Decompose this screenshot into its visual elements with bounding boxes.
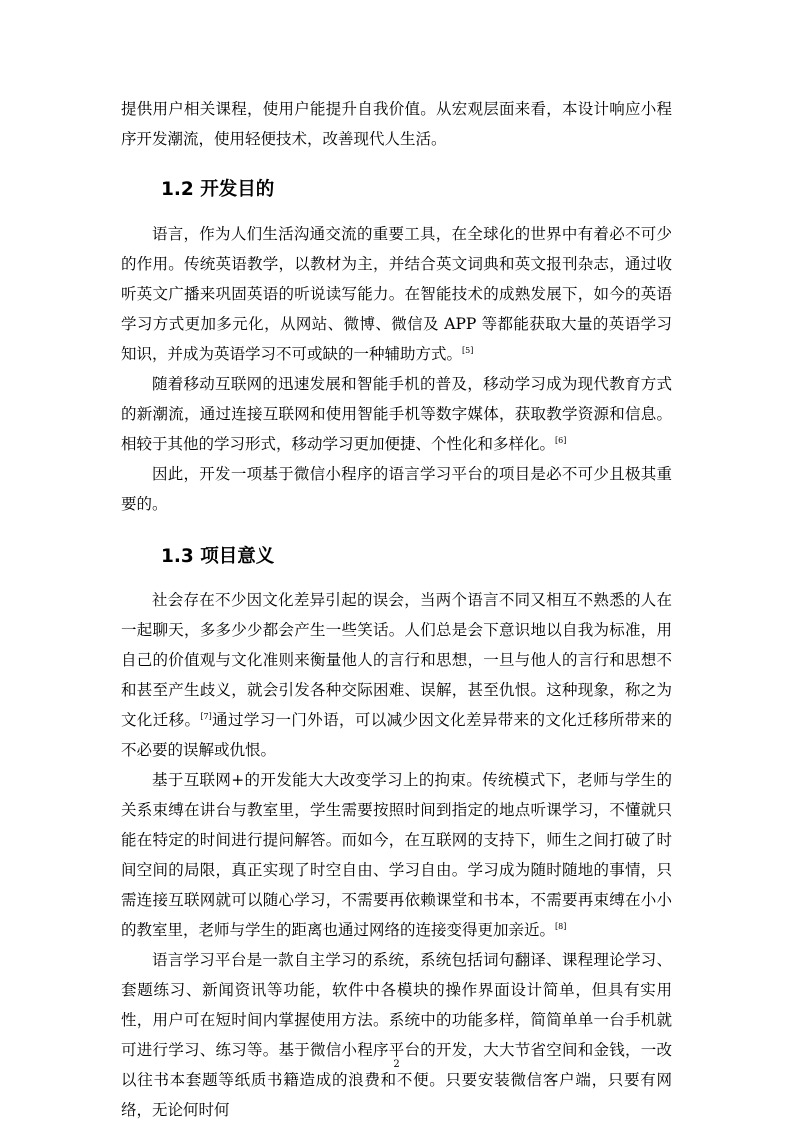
paragraph-text: 语言，作为人们生活沟通交流的重要工具，在全球化的世界中有着必不可少的作用。传统英语教学，以教材为主，并结合英文词典和英文报刊杂志，通过收听英文广播来巩固英语的听说读写能力。在智能技术的成熟发展下，如今的英语学习方式更加多元化，从网站、微博、微信及 APP 等都能获取大量的英语学习知识，并成为英语学习不可或缺的一种辅助方式。 xyxy=(121,225,672,363)
paragraph-text: 随着移动互联网的迅速发展和智能手机的普及，移动学习成为现代教育方式的新潮流，通过连接互联网和使用智能手机等数字媒体，获取教学资源和信息。相较于其他的学习形式，移动学习更加便捷、个性化和多样化。 xyxy=(121,375,672,453)
citation-ref: [6] xyxy=(555,436,567,445)
significance-paragraph-1 xyxy=(121,585,672,765)
significance-paragraph-2 xyxy=(121,765,672,945)
paragraph-text: 通过学习一门外语，可以减少因文化差异带来的文化迁移所带来的不必要的误解或仇恨。 xyxy=(121,711,672,759)
purpose-paragraph-1 xyxy=(121,219,672,369)
section-heading-development-purpose: 1.2 开发目的 xyxy=(161,179,275,200)
significance-paragraph-3: 语言学习平台是一款自主学习的系统，系统包括词句翻译、课程理论学习、套题练习、新闻资讯等功能，软件中各模块的操作界面设计简单，但具有实用性，用户可在短时间内掌握使用方法。系统中的功能多样，简简单单一台手机就可进行学习、练习等。基于微信小程序平台的开发，大大节省空间和金钱，一改以往书本套题等纸质书籍造成的浪费和不便。只要安装微信客户端，只要有网络，无论何时何 xyxy=(121,951,672,1119)
citation-ref: [8] xyxy=(555,922,567,931)
section-heading-project-significance: 1.3 项目意义 xyxy=(161,546,275,567)
purpose-paragraph-2 xyxy=(121,369,672,459)
citation-ref: [7] xyxy=(200,712,212,721)
paragraph-text: 基于互联网+的开发能大大改变学习上的拘束。传统模式下，老师与学生的关系束缚在讲台与教室里，学生需要按照时间到指定的地点听课学习，不懂就只能在特定的时间进行提问解答。而如今，在互联网的支持下，师生之间打破了时间空间的局限，真正实现了时空自由、学习自由。学习成为随时随地的事情，只需连接互联网就可以随心学习，不需要再依赖课堂和书本，不需要再束缚在小小的教室里，老师与学生的距离也通过网络的连接变得更加亲近。 xyxy=(121,771,672,939)
intro-continuation-paragraph: 提供用户相关课程，使用户能提升自我价值。从宏观层面来看，本设计响应小程序开发潮流，使用轻便技术，改善现代人生活。 xyxy=(121,100,672,148)
paragraph-text: 社会存在不少因文化差异引起的误会，当两个语言不同又相互不熟悉的人在一起聊天，多多少少都会产生一些笑话。人们总是会下意识地以自我为标准，用自己的价值观与文化准则来衡量他人的言行和思想，一旦与他人的言行和思想不和甚至产生歧义，就会引发各种交际困难、误解，甚至仇恨。这种现象，称之为文化迁移。 xyxy=(121,591,672,729)
page-number: 2 xyxy=(393,1059,400,1070)
purpose-paragraph-3: 因此，开发一项基于微信小程序的语言学习平台的项目是必不可少且极其重要的。 xyxy=(121,465,672,513)
citation-ref: [5] xyxy=(462,346,474,355)
page-body xyxy=(121,94,672,1125)
